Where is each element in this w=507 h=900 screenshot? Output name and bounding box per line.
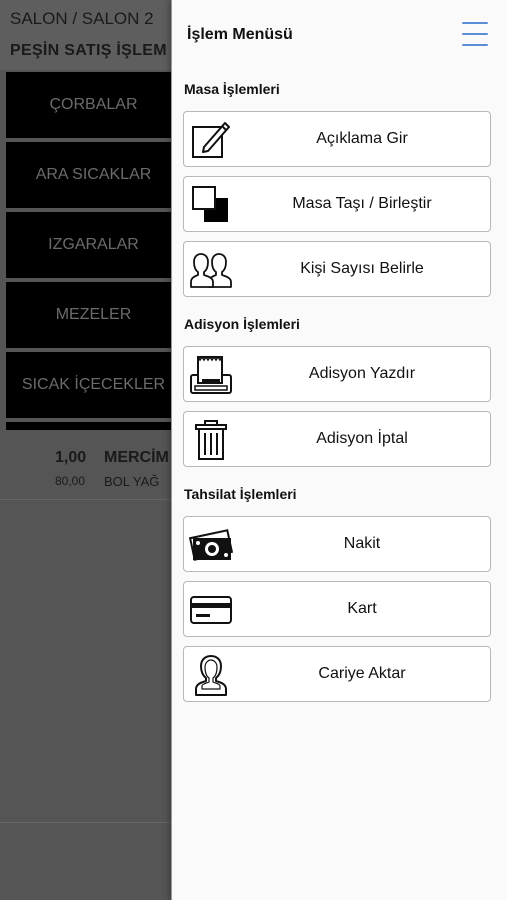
transfer-to-account-label: Cariye Aktar [318,665,406,682]
edit-icon [188,117,234,163]
add-note-label: Açıklama Gir [316,130,408,147]
category-mezes: MEZELER [6,282,181,348]
order-qty: 1,00 [55,449,87,466]
cash-icon [188,522,234,568]
transfer-to-account-button[interactable] [183,646,491,702]
print-bill-label: Adisyon Yazdır [308,365,416,382]
cash-payment-button[interactable] [183,516,491,572]
section-payment-operations: Tahsilat İşlemleri [184,486,297,502]
order-price: 80,00 [55,474,86,488]
location-title: SALON / SALON 2 [10,9,154,28]
section-bill-operations: Adisyon İşlemleri [184,316,300,332]
add-note-button[interactable] [183,111,491,167]
category-hot-drinks: SICAK İÇECEKLER [6,352,181,418]
category-soups: ÇORBALAR [6,72,181,138]
cash-payment-label: Nakit [343,535,381,552]
category-strip [6,422,181,430]
operation-menu-panel [171,0,507,900]
move-merge-table-label: Masa Taşı / Birleştir [292,195,432,212]
section-table-operations: Masa İşlemleri [184,81,280,97]
set-guest-count-label: Kişi Sayısı Belirle [300,260,424,277]
cancel-bill-button[interactable] [183,411,491,467]
set-guest-count-button[interactable] [183,241,491,297]
category-list [6,72,181,430]
person-icon [188,652,234,698]
order-item: MERCİM [104,449,169,466]
printer-icon [188,352,234,398]
merge-icon [188,182,234,228]
print-bill-button[interactable] [183,346,491,402]
hamburger-menu-icon[interactable] [462,22,488,46]
order-note: BOL YAĞ [104,474,160,489]
card-payment-label: Kart [347,600,377,617]
card-payment-button[interactable] [183,581,491,637]
cancel-bill-label: Adisyon İptal [316,430,408,447]
category-grills: IZGARALAR [6,212,181,278]
menu-title: İşlem Menüsü [187,26,293,43]
category-hot-starters: ARA SICAKLAR [6,142,181,208]
trash-icon [188,417,234,463]
people-icon [188,247,234,293]
move-merge-table-button[interactable] [183,176,491,232]
card-icon [188,587,234,633]
sale-type-title: PEŞİN SATIŞ İŞLEM [10,42,167,59]
